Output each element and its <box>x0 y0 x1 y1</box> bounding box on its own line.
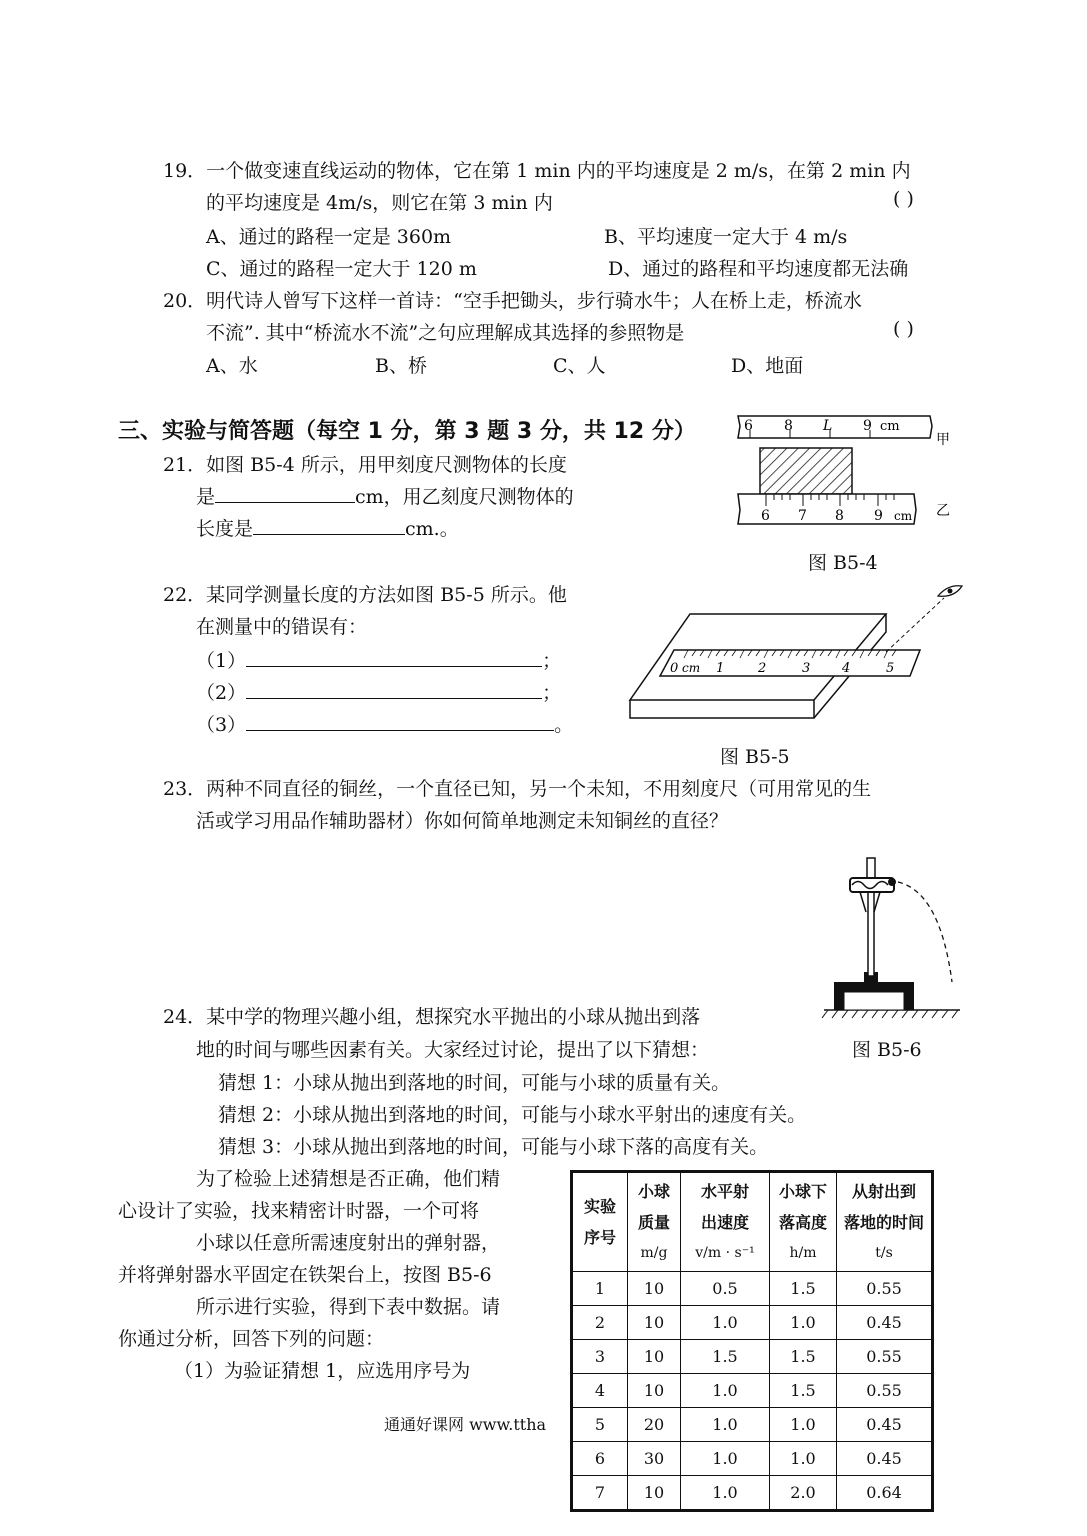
q21-blank-1[interactable] <box>215 484 355 503</box>
ruler-bottom-unit: cm <box>894 509 913 523</box>
q20-line1: 20．明代诗人曾写下这样一首诗：“空手把锄头，步行骑水牛；人在桥上走，桥流水 <box>163 290 862 312</box>
header-trial-no: 实验 序号 <box>572 1172 628 1272</box>
q22-item-1-end: ； <box>542 650 562 672</box>
q22-item-2 <box>196 678 561 705</box>
header-mass: 小球 质量 m/g <box>628 1172 681 1272</box>
ruler-label-yi: 乙 <box>936 503 950 519</box>
q22-item-1-label: （1） <box>196 650 247 672</box>
q21-line1: 21．如图 B5-4 所示，用甲刻度尺测物体的长度 <box>163 454 567 476</box>
figure-b5-5 <box>624 578 964 738</box>
q20-option-b[interactable]: B、桥 <box>375 355 427 377</box>
q24-line1: 24．某中学的物理兴趣小组，想探究水平抛出的小球从抛出到落 <box>163 1006 701 1028</box>
q21-line2 <box>196 482 574 509</box>
q21-line2-suffix: cm，用乙刻度尺测物体的 <box>355 486 574 508</box>
q22-blank-3[interactable] <box>246 712 554 731</box>
ruler-top-tick-l: L <box>823 418 833 434</box>
q24-para-6: 你通过分析，回答下列的问题： <box>118 1328 385 1350</box>
q21-blank-2[interactable] <box>253 516 405 535</box>
figure-b5-4 <box>730 414 960 534</box>
q24-para-3: 小球以任意所需速度射出的弹射器， <box>196 1232 501 1254</box>
q20-option-a[interactable]: A、水 <box>206 355 258 377</box>
ruler-b5-5-zero: 0 <box>670 661 679 676</box>
q24-line2: 地的时间与哪些因素有关。大家经过讨论，提出了以下猜想： <box>196 1039 710 1061</box>
q22-item-2-label: （2） <box>196 682 247 704</box>
header-time: 从射出到 落地的时间 t/s <box>837 1172 933 1272</box>
q24-para-1: 为了检验上述猜想是否正确，他们精 <box>196 1168 501 1190</box>
eye-icon <box>938 586 962 597</box>
header-height: 小球下 落高度 h/m <box>770 1172 837 1272</box>
q20-answer-paren[interactable]: ( ) <box>893 318 914 340</box>
q21-line2-prefix: 是 <box>196 486 216 508</box>
q22-item-3 <box>196 710 573 737</box>
ruler-b5-5-4: 4 <box>842 661 851 676</box>
ruler-b5-5-3: 3 <box>802 661 811 676</box>
figure-b5-6 <box>820 852 965 1022</box>
q22-item-3-end: 。 <box>554 714 574 736</box>
ruler-top-tick-6: 6 <box>744 418 753 434</box>
table-row: 2 10 1.0 1.0 0.45 <box>572 1306 933 1340</box>
q24-para-2: 心设计了实验，找来精密计时器，一个可将 <box>118 1200 480 1222</box>
ruler-top-tick-9: 9 <box>863 418 872 434</box>
ruler-bottom-tick-6: 6 <box>761 508 770 524</box>
q19-option-d[interactable]: D、通过的路程和平均速度都无法确 <box>608 258 909 280</box>
section-title: 三、实验与简答题（每空 1 分，第 3 题 3 分，共 12 分） <box>118 419 696 444</box>
measured-object <box>760 448 852 494</box>
q19-option-b[interactable]: B、平均速度一定大于 4 m/s <box>604 226 848 248</box>
ruler-b5-5-unit: cm <box>682 661 701 675</box>
q19-option-c[interactable]: C、通过的路程一定大于 120 m <box>206 258 477 280</box>
q21-line3-prefix: 长度是 <box>196 518 254 540</box>
table-header-row <box>572 1172 933 1272</box>
q24-para-5: 所示进行实验，得到下表中数据。请 <box>196 1296 501 1318</box>
q21-line3-suffix: cm.。 <box>405 518 459 540</box>
table-row: 3 10 1.5 1.5 0.55 <box>572 1340 933 1374</box>
table-row: 5 20 1.0 1.0 0.45 <box>572 1408 933 1442</box>
q22-line2: 在测量中的错误有： <box>196 616 368 638</box>
q23-line2: 活或学习用品作辅助器材）你如何简单地测定未知铜丝的直径？ <box>196 810 729 832</box>
table-row: 6 30 1.0 1.0 0.45 <box>572 1442 933 1476</box>
figure-b5-4-caption: 图 B5-4 <box>808 552 878 574</box>
ruler-label-jia: 甲 <box>936 432 950 448</box>
q24-guess-3: 猜想 3：小球从抛出到落地的时间，可能与小球下落的高度有关。 <box>218 1136 769 1158</box>
table-row: 1 10 0.5 1.5 0.55 <box>572 1272 933 1306</box>
ruler-b5-5-5: 5 <box>886 661 895 676</box>
ruler-top-unit: cm <box>880 419 900 434</box>
q22-item-1 <box>196 646 561 673</box>
ruler-b5-5-2: 2 <box>758 661 767 676</box>
q22-line1: 22．某同学测量长度的方法如图 B5-5 所示。他 <box>163 584 567 606</box>
q22-item-3-label: （3） <box>196 714 247 736</box>
q22-blank-1[interactable] <box>246 648 542 667</box>
ruler-bottom-tick-8: 8 <box>835 508 844 524</box>
q19-option-a[interactable]: A、通过的路程一定是 360m <box>206 226 452 248</box>
q20-option-c[interactable]: C、人 <box>553 355 606 377</box>
q21-line3 <box>196 514 459 541</box>
site-footer: 通通好课网 www.ttha <box>384 1415 547 1434</box>
ruler-bottom-tick-9: 9 <box>874 508 883 524</box>
ruler-b5-5-1: 1 <box>716 661 725 676</box>
q19-line2: 的平均速度是 4m/s，则它在第 3 min 内 <box>206 192 553 214</box>
q22-item-2-end: ； <box>542 682 562 704</box>
figure-b5-6-caption: 图 B5-6 <box>852 1039 922 1061</box>
q20-option-d[interactable]: D、地面 <box>731 355 804 377</box>
ruler-top-tick-8: 8 <box>784 418 793 434</box>
q23-line1: 23．两种不同直径的铜丝，一个直径已知，另一个未知，不用刻度尺（可用常见的生 <box>163 778 872 800</box>
q19-line1: 19．一个做变速直线运动的物体，它在第 1 min 内的平均速度是 2 m/s，在第 2 min 内 <box>163 160 911 182</box>
figure-b5-5-caption: 图 B5-5 <box>720 746 790 768</box>
q20-line2: 不流”. 其中“桥流水不流”之句应理解成其选择的参照物是 <box>206 322 685 344</box>
header-velocity: 水平射 出速度 v/m · s⁻¹ <box>681 1172 770 1272</box>
q19-answer-paren[interactable]: ( ) <box>893 188 914 210</box>
table-row: 4 10 1.0 1.5 0.55 <box>572 1374 933 1408</box>
q24-guess-1: 猜想 1：小球从抛出到落地的时间，可能与小球的质量有关。 <box>218 1072 731 1094</box>
q22-blank-2[interactable] <box>246 680 542 699</box>
ruler-bottom-tick-7: 7 <box>798 508 807 524</box>
experiment-data-table <box>570 1170 934 1512</box>
q24-question-1: （1）为验证猜想 1，应选用序号为 <box>174 1360 471 1382</box>
q24-para-4: 并将弹射器水平固定在铁架台上，按图 B5-6 <box>118 1264 492 1286</box>
q24-guess-2: 猜想 2：小球从抛出到落地的时间，可能与小球水平射出的速度有关。 <box>218 1104 807 1126</box>
table-row: 7 10 1.0 2.0 0.64 <box>572 1476 933 1511</box>
